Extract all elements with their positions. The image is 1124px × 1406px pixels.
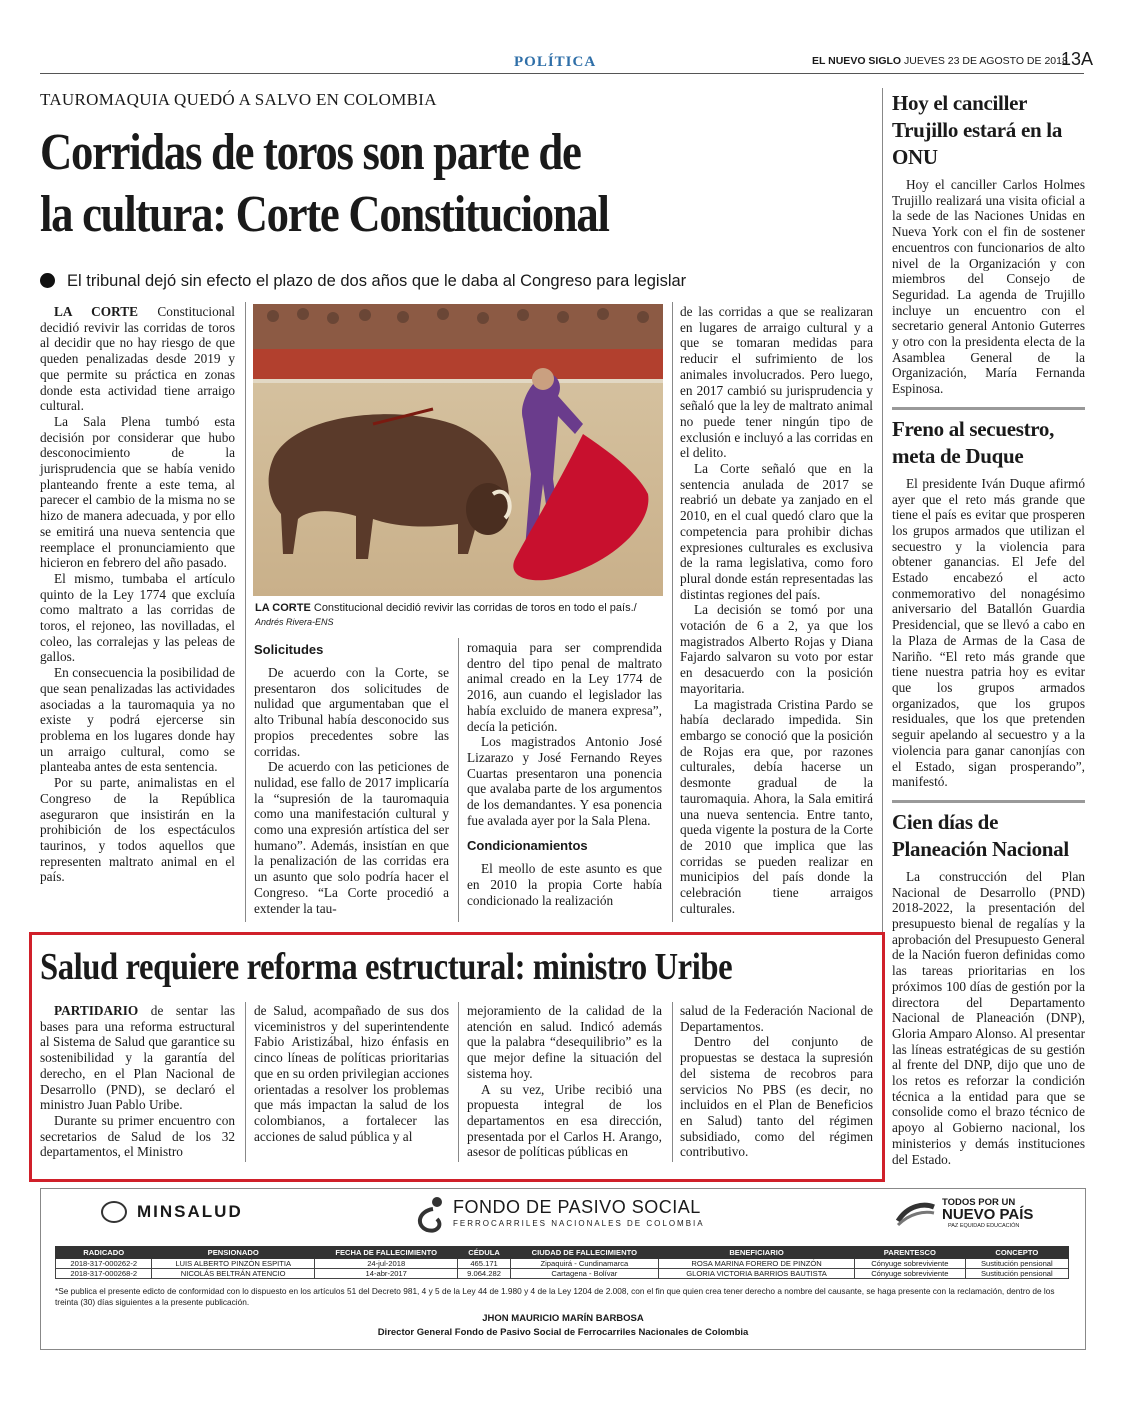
- signer-title: Director General Fondo de Pasivo Social de Ferrocarriles Nacionales de Colombia: [377, 1327, 749, 1338]
- header-rule: [40, 73, 1084, 74]
- minsalud-logo: MINSALUD: [101, 1201, 301, 1227]
- salud-headline: Salud requiere reforma estructural: ministro Uribe: [40, 946, 733, 988]
- table-cell: Sustitución pensional: [965, 1269, 1068, 1279]
- lead-in: LA CORTE: [54, 304, 138, 319]
- paragraph: En consecuencia la posibilidad de que sean penalizadas las actividades asociadas a la tauromaquia ya no existe y podrá ejercerse sin problema en los lugares donde hay un arraigo cultural, como se planteaba antes de esta sentencia.: [40, 665, 235, 775]
- column-rule: [672, 1002, 673, 1162]
- paragraph: mejoramiento de la calidad de la atención en salud. Indicó además que la palabra “desequilibrio” es la que mejor define la situación del sistema hoy.: [467, 1003, 662, 1081]
- subhead-condicionamientos: Condicionamientos: [467, 838, 588, 854]
- paragraph: Durante su primer encuentro con secretarios de Salud de los 32 departamentos, el Ministro: [40, 1112, 235, 1160]
- section-label: POLÍTICA: [514, 54, 597, 70]
- table-cell: 14-abr-2017: [314, 1269, 458, 1279]
- brief-1-title: Hoy el canciller Trujillo estará en la ONU: [892, 91, 1063, 169]
- table-cell: NICOLÁS BELTRÁN ATENCIO: [152, 1269, 314, 1279]
- paragraph: La decisión se tomó por una votación de 6 a 2, ya que los magistrados Alberto Rojas y Diana Fajardo salvaron su voto por estar en desacuerdo con la posición mayoritaria.: [680, 602, 873, 696]
- table-cell: 465.171: [458, 1259, 510, 1269]
- table-row: [56, 1269, 1069, 1279]
- brief-3-text: La construcción del Plan Nacional de Desarrollo (PND) 2018-2022, la presentación del presupuesto bienal de regalías y la aprobación del Presupuesto General de la Nación fueron definidas como las tareas prioritarias en los próximos 100 días de gestión por la directora del Departamento Nacional de Planeación (DNP), Gloria Amparo Alonso. Al presentar las líneas estratégicas de su gestión al frente del DNP, dijo que uno de los retos es reforzar la condición técnica a la entidad para que se consolide como el brazo técnico de apoyo al Gobierno nacional, los ministerios y demás instituciones del Estado.: [892, 868, 1085, 1167]
- main-col-4: [680, 304, 873, 916]
- table-cell: GLORIA VICTORIA BARRIOS BAUTISTA: [659, 1269, 855, 1279]
- fondo-logo: FONDO DE PASIVO SOCIAL FERROCARRILES NACIONALES DE COLOMBIA: [413, 1195, 733, 1233]
- paragraph: El meollo de este asunto es que en 2010 la propia Corte había condicionado la realización: [467, 861, 662, 908]
- main-headline: [40, 122, 609, 246]
- page-number: 13A: [1061, 49, 1094, 69]
- paragraph: La Corte señaló que en la sentencia anulada de 2017 se reabrió un debate ya zanjado en el 2010, en el cual quedó claro que la competencia para prohibir dichas expresiones culturales es exclusiva de la rama legislativa, como foro plural donde están representadas las distintas regiones del país.: [680, 461, 873, 602]
- table-cell: 2018-317-000268-2: [56, 1269, 152, 1279]
- brief-divider: [892, 407, 1085, 410]
- salud-col-1: PARTIDARIO de sentar las bases para una reforma estructural al Sistema de Salud que garantice su sostenibilidad y la garantía del derecho, en el Plan Nacional de Desarrollo (PND), se declaró el ministro Juan Pablo Uribe. Durante su primer encuentro con secretarios de Salud de los 32 departamentos, el Ministro: [40, 1003, 235, 1160]
- kicker: TAUROMAQUIA QUEDÓ A SALVO EN COLOMBIA: [40, 90, 437, 109]
- col-header: BENEFICIARIO: [659, 1247, 855, 1259]
- column-rule: [672, 302, 673, 922]
- flag-swoosh-icon: [896, 1201, 936, 1227]
- paragraph: de Salud, acompañado de sus dos viceministros y del superintendente Fabio Aristizábal, hizo énfasis en cinco líneas de políticas prioritarias que en su orden privilegian acciones orientadas a resolver los problemas que más impactan la salud de los colombianos, a fortalecer las acciones de salud pública y al: [254, 1003, 449, 1144]
- headline-line-1: Corridas de toros son parte de: [40, 124, 581, 181]
- table-cell: Zipaquirá - Cundinamarca: [510, 1259, 658, 1269]
- coat-of-arms-icon: [101, 1201, 127, 1223]
- paragraph: Por su parte, animalistas en el Congreso de la República aseguraron que insistirán en la prohibición de los espectáculos taurinos, y todos aquellos que representen maltrato animal en el país.: [40, 775, 235, 885]
- col-header: CONCEPTO: [965, 1247, 1068, 1259]
- paragraph: Los magistrados Antonio José Lizarazo y José Fernando Reyes Cuartas presentaron una ponencia que avalaba parte de los argumentos de los demandantes. Y esa ponencia fue avalada ayer por la Sala Plena.: [467, 734, 662, 828]
- col-header: CÉDULA: [458, 1247, 510, 1259]
- brief-1-text: Hoy el canciller Carlos Holmes Trujillo realizará una visita oficial a la sede de las Naciones Unidas en Nueva York con el fin de sostener encuentros con funcionarios de alto nivel de la Organización y con miembros del Consejo de Seguridad. La agenda de Trujillo incluye un encuentro con el secretario general Antonio Guterres y otro con la presidenta electa de la Asamblea General de la Organización, María Fernanda Espinosa.: [892, 177, 1085, 397]
- table-row: [56, 1259, 1069, 1269]
- bullet-icon: [40, 273, 55, 288]
- table-cell: ROSA MARINA FORERO DE PINZÓN: [659, 1259, 855, 1269]
- photo-credit: Andrés Rivera-ENS: [255, 617, 334, 627]
- headline-line-2: la cultura: Corte Constitucional: [40, 186, 609, 243]
- col-header: PENSIONADO: [152, 1247, 314, 1259]
- table-cell: 9.064.282: [458, 1269, 510, 1279]
- fondo-logo-icon: [413, 1195, 449, 1233]
- edict-ad: [40, 1188, 1086, 1350]
- sidebar: [892, 90, 1085, 1167]
- folio: [812, 55, 1068, 67]
- main-col-2: [254, 640, 449, 916]
- col-header: CIUDAD DE FALLECIMIENTO: [510, 1247, 658, 1259]
- main-col-1: LA CORTE Constitucional decidió revivir las corridas de toros al decidir que no hay riesgo de que queden penalizadas desde 2019 y que permite su práctica en zonas donde esta actividad tiene arraigo cultural. La Sala Plena tumbó esta decisión por considerar que hubo desconocimiento de la jurisprudencia que se había venido planteando frente a este tema, al parecer el cambio de la misma no se hizo de manera adecuada, y por ello se emitirá una nueva sentencia que reemplace el pronunciamiento que hicieron en febrero del año pasado. El mismo, tumbaba el artículo quinto de la Ley 1774 que excluía como maltrato a las corridas de toros, el rejoneo, las novilladas, el coleo, las corralejas y las peleas de gallos. En consecuencia la posibilidad de que sean penalizadas las actividades asociadas a la tauromaquia ya no existe y podrá ejercerse sin problema en los lugares donde hay un arraigo cultural, como se planteaba antes de esta sentencia. Por su parte, animalistas en el Congreso de la República aseguraron que insistirán en la prohibición de los espectáculos taurinos, y todos aquellos que representen maltrato animal en el país.: [40, 304, 235, 885]
- edict-note: *Se publica el presente edicto de conformidad con lo dispuesto en los artículos 51 del Decreto 981, 4 y 5 de la Ley 44 de 1.980 y 4 de la Ley 1204 de 2.008, con el fin que quien crea tener derecho a nombre del causante, se haga presente con la reclamación, dentro de los treinta (30) días siguientes a la presente publicación.: [55, 1286, 1055, 1307]
- paragraph: De acuerdo con la Corte, se presentaron dos solicitudes de nulidad que argumentaban que el alto Tribunal había desconocido sus propios precedentes sobre las corridas.: [254, 665, 449, 759]
- col-header: PARENTESCO: [855, 1247, 966, 1259]
- paragraph: salud de la Federación Nacional de Departamentos.: [680, 1003, 873, 1034]
- table-cell: Sustitución pensional: [965, 1259, 1068, 1269]
- paragraph: De acuerdo con las peticiones de nulidad, ese fallo de 2017 implicaría la “supresión de la tauromaquia como una manifestación cultural y como una expresión artística del ser humano”. Además, insistían en que la penalización de las corridas era un asunto que solo podría hacer el Congreso. “La Corte procedió a extender la tau-: [254, 759, 449, 916]
- table-cell: Cónyuge sobreviviente: [855, 1269, 966, 1279]
- beneficiary-table: [55, 1246, 1069, 1279]
- subhead-solicitudes: Solicitudes: [254, 642, 324, 657]
- photo-caption: LA CORTE Constitucional decidió revivir las corridas de toros en todo el país./ Andrés Rivera-ENS: [255, 601, 665, 629]
- issue-date: JUEVES 23 DE AGOSTO DE 2018: [904, 55, 1068, 67]
- paragraph: romaquia para ser comprendida dentro del tipo penal de maltrato animal creado en la Ley 1774 de 2016, aun cuando el legislador las había excluido de manera expresa”, decía la petición.: [467, 640, 662, 734]
- lead-in: PARTIDARIO: [54, 1003, 139, 1018]
- paragraph: A su vez, Uribe recibió una propuesta integral de los departamentos en esa dirección, presentada por el Carlos H. Arango, asesor de políticas públicas en: [467, 1081, 662, 1160]
- bullfight-photo: [253, 304, 663, 596]
- paragraph: La Sala Plena tumbó esta decisión por considerar que hubo desconocimiento de la jurisprudencia que se había venido planteando frente a este tema, al parecer el cambio de la misma no se hizo de manera adecuada, y por ello se emitirá una nueva sentencia que reemplace el pronunciamiento que hicieron en febrero del año pasado.: [40, 413, 235, 571]
- col-header: RADICADO: [56, 1247, 152, 1259]
- main-col-3: [467, 640, 662, 909]
- brief-divider: [892, 800, 1085, 803]
- brief-2-title: Freno al secuestro, meta de Duque: [892, 416, 1055, 468]
- paragraph: Dentro del conjunto de propuestas se destaca la supresión del sistema de recobros para servicios No PBS (es decir, no incluidos en el Plan de Beneficios en Salud) tanto del régimen subsidiado, como del régimen contributivo.: [680, 1034, 873, 1160]
- paragraph: La magistrada Cristina Pardo se había declarado impedida. Sin embargo se conoció que la posición de Rojas era que, por razones culturales, debía hacerse un desmonte gradual de la tauromaquia. Ahora, la Sala emitirá una nueva sentencia. Entre tanto, queda vigente la postura de la Corte de 2010 que implica que las corridas se pueden realizar en municipios del país donde la celebración tiene arraigos culturales.: [680, 696, 873, 916]
- table-cell: Cónyuge sobreviviente: [855, 1259, 966, 1269]
- salud-col-4: [680, 1003, 873, 1160]
- table-cell: LUIS ALBERTO PINZÓN ESPITIA: [152, 1259, 314, 1269]
- salud-col-2: [254, 1003, 449, 1144]
- salud-col-3: [467, 1003, 662, 1160]
- gobierno-logo: TODOS POR UN NUEVO PAÍS PAZ EQUIDAD EDUCACIÓN: [896, 1197, 1066, 1233]
- subheadline: El tribunal dejó sin efecto el plazo de dos años que le daba al Congreso para legislar: [40, 272, 686, 291]
- paper-name: EL NUEVO SIGLO: [812, 55, 902, 67]
- col-header: FECHA DE FALLECIMIENTO: [314, 1247, 458, 1259]
- brief-2-text: El presidente Iván Duque afirmó ayer que el reto más grande que tiene el país es evitar que prosperen los grupos armados que utilizan el secuestro y la violencia para obtener ganancias. El Jefe del Estado encabezó el acto conmemorativo del nonagésimo aniversario del Batallón Guardia Presidencial, que se llevó a cabo en la Plaza de Armas de la Casa de Nariño. “El reto más grande que tiene nuestra patria hoy es evitar que los grupos armados organizados, que los grupos residuales, que los que pretenden seguir apelando al secuestro y a la violencia para ganar canonjías con el Estado, sigan prosperando”, manifestó.: [892, 475, 1085, 790]
- column-rule: [458, 638, 459, 922]
- table-cell: 2018-317-000262-2: [56, 1259, 152, 1269]
- brief-3-title: Cien días de Planeación Nacional: [892, 809, 1069, 861]
- column-rule: [245, 1002, 246, 1162]
- paragraph: El mismo, tumbaba el artículo quinto de la Ley 1774 que excluía como maltrato a las corridas de toros, el rejoneo, las novilladas, el coleo, las corralejas y las peleas de gallos.: [40, 570, 235, 665]
- column-rule: [458, 1002, 459, 1162]
- table-cell: Cartagena - Bolívar: [510, 1269, 658, 1279]
- signer-name: JHON MAURICIO MARÍN BARBOSA: [482, 1313, 644, 1324]
- table-cell: 24-jul-2018: [314, 1259, 458, 1269]
- column-rule: [245, 302, 246, 922]
- paragraph: de las corridas a que se realizaran en lugares de arraigo cultural y a que se tomaran medidas para reducir el sufrimiento de los animales involucrados. Pero luego, en 2017 cambió su jurisprudencia y señaló que la ley de maltrato animal no puede tener ningún tipo de exclusión e incluyó a las corridas en el delito.: [680, 304, 873, 461]
